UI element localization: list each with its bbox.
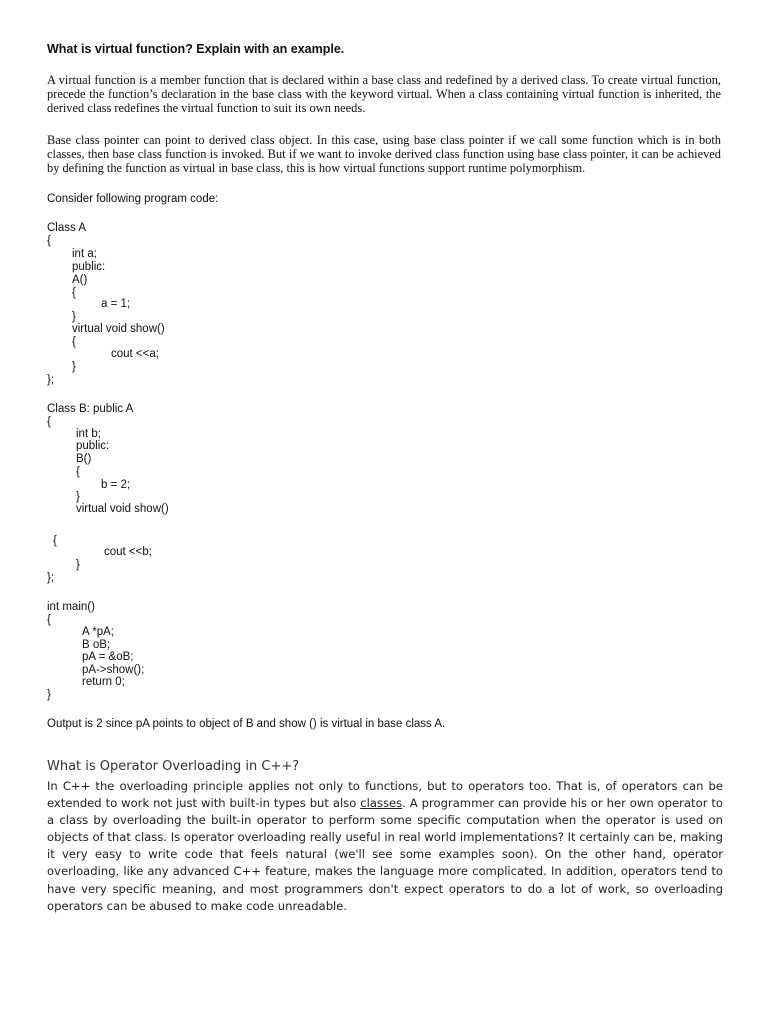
code-line: }; xyxy=(47,572,55,584)
code-line: } xyxy=(72,311,76,323)
code-line: { xyxy=(53,535,57,547)
consider-code-label: Consider following program code: xyxy=(47,193,219,205)
paragraph-virtual-definition: A virtual function is a member function that is declared within a base class and redefined by a derived class. To create virtual function, precede the function’s declaration in the base class with the keyword virtual. When a class containing virtual function is inherited, the derived class redefines the virtual function to suit its own needs. xyxy=(47,73,721,115)
code-line: B() xyxy=(76,453,92,465)
code-line: } xyxy=(47,689,51,701)
output-explanation: Output is 2 since pA points to object of B and show () is virtual in base class A. xyxy=(47,718,446,730)
code-line: cout <<a; xyxy=(111,348,159,360)
code-line: public: xyxy=(72,261,106,273)
code-line: }; xyxy=(47,374,55,386)
code-line: public: xyxy=(76,440,110,452)
code-line: pA = &oB; xyxy=(82,651,134,663)
code-line: virtual void show() xyxy=(72,323,165,335)
code-line: } xyxy=(76,491,80,503)
code-line: cout <<b; xyxy=(104,546,152,558)
code-line: pA->show(); xyxy=(82,664,145,676)
code-line: B oB; xyxy=(82,639,111,651)
section-heading-operator-overloading: What is Operator Overloading in C++? xyxy=(47,759,300,774)
classes-link[interactable]: classes xyxy=(360,796,403,811)
paragraph-operator-overloading xyxy=(47,778,723,915)
paragraph-base-class-pointer: Base class pointer can point to derived class object. In this case, using base class pointer if we call some function which is in both classes, then base class function is invoked. But if we want to invoke derived class function using base class pointer, it can be achieved by defining the function as virtual in base class, this is how virtual functions support runtime polymorphism. xyxy=(47,133,721,175)
code-line: b = 2; xyxy=(101,479,131,491)
code-line: { xyxy=(47,614,51,626)
code-line: A *pA; xyxy=(82,626,114,638)
code-line: { xyxy=(72,287,76,299)
code-line: Class B: public A xyxy=(47,403,134,415)
code-line: { xyxy=(72,336,76,348)
body-text-end: . A programmer can provide his or her own operator to a class by overloading the built-in operator to perform some specific computation when the operator is used on objects of that class. Is operator overloading really useful in real world implementations? It certainly can be, making it very easy to write code that feels natural (we'll see some examples soon). On the other hand, operator overloading, like any advanced C++ feature, makes the language more complicated. In addition, operators tend to have very specific meaning, and most programmers don't expect operators to do a lot of work, so overloading operators can be abused to make code unreadable. xyxy=(47,796,723,913)
code-line: return 0; xyxy=(82,676,125,688)
code-line: virtual void show() xyxy=(76,503,169,515)
code-line: { xyxy=(47,416,51,428)
code-line: a = 1; xyxy=(101,298,131,310)
section-heading-virtual-function: What is virtual function? Explain with an example. xyxy=(47,42,345,56)
code-line: { xyxy=(47,235,51,247)
code-line: int b; xyxy=(76,428,101,440)
code-line: { xyxy=(76,466,80,478)
code-line: } xyxy=(72,361,76,373)
code-line: int a; xyxy=(72,248,97,260)
code-line: int main() xyxy=(47,601,95,613)
body-text-start: In C++ the overloading principle applies not only to functions, but to operators too. That is, of operators can be extended to work not just with built-in types but also xyxy=(47,779,723,811)
code-line: A() xyxy=(72,274,88,286)
code-line: Class A xyxy=(47,222,86,234)
code-line: } xyxy=(76,559,80,571)
